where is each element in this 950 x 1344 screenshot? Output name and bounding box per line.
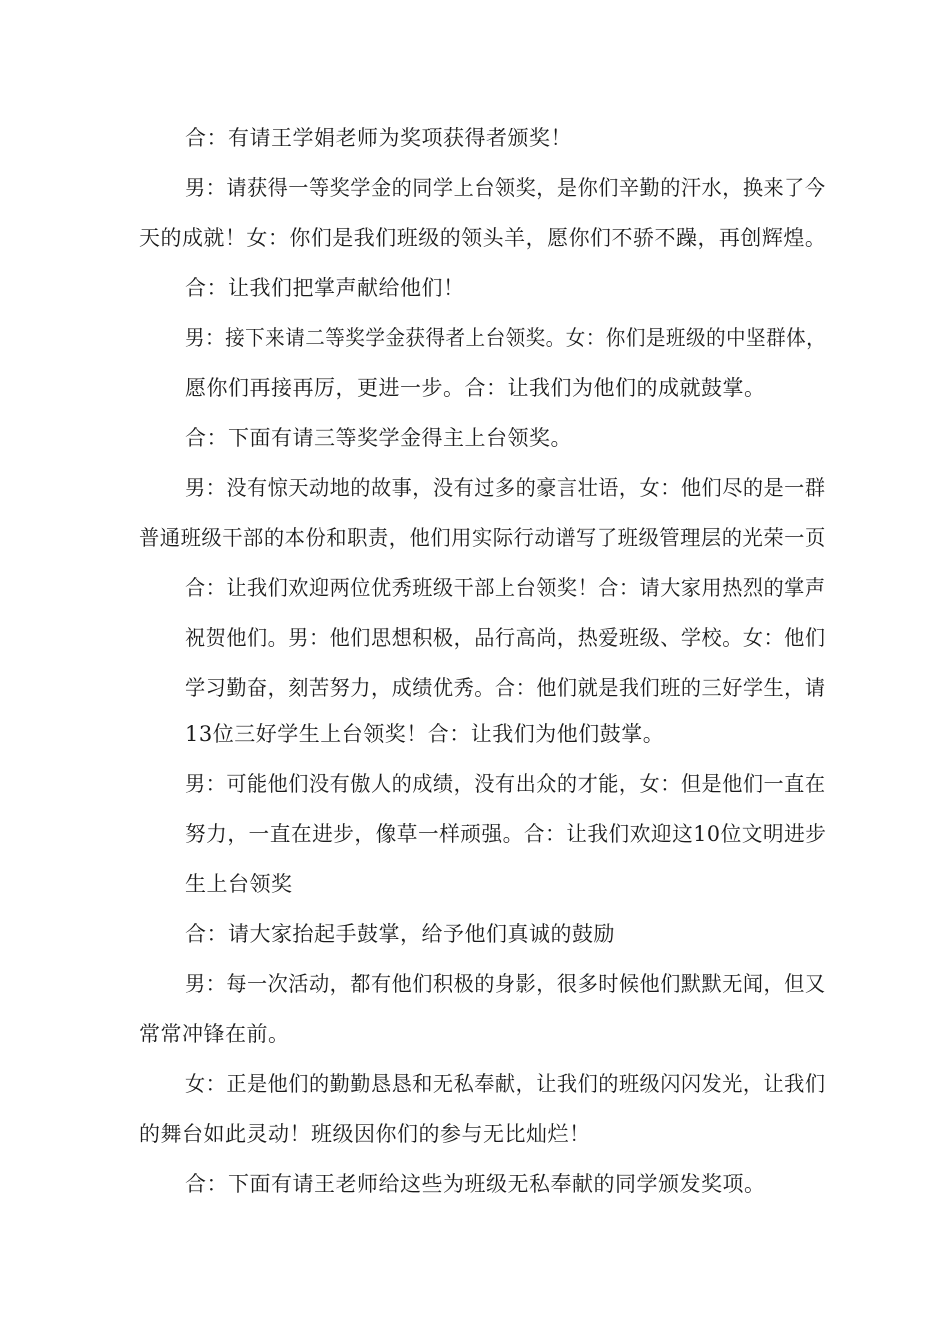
text-line: 愿你们再接再厉，更进一步。合：让我们为他们的成就鼓掌。 <box>185 376 766 400</box>
text-line: 天的成就！女：你们是我们班级的领头羊，愿你们不骄不躁，再创辉煌。 <box>139 226 827 250</box>
text-line: 合：有请王学娟老师为奖项获得者颁奖！ <box>185 126 572 150</box>
text-line: 男：可能他们没有傲人的成绩，没有出众的才能，女：但是他们一直在 <box>185 772 826 796</box>
text-line: 男：没有惊天动地的故事，没有过多的豪言壮语，女：他们尽的是一群 <box>185 476 826 500</box>
text-line: 男：每一次活动，都有他们积极的身影，很多时候他们默默无闻，但又 <box>185 972 826 996</box>
text-line: 的舞台如此灵动！班级因你们的参与无比灿烂！ <box>139 1122 591 1146</box>
text-line: 生上台领奖 <box>185 872 293 896</box>
text-line: 合：让我们欢迎两位优秀班级干部上台领奖！合：请大家用热烈的掌声 <box>185 576 826 600</box>
text-line: 男：接下来请二等奖学金获得者上台领奖。女：你们是班级的中坚群体， <box>185 326 827 350</box>
text-line: 13位三好学生上台领奖！合：让我们为他们鼓掌。 <box>185 722 665 746</box>
text-line: 合：请大家抬起手鼓掌，给予他们真诚的鼓励 <box>185 922 615 946</box>
text-line: 学习勤奋，刻苦努力，成绩优秀。合：他们就是我们班的三好学生，请 <box>185 676 826 700</box>
text-line: 常常冲锋在前。 <box>139 1022 290 1046</box>
text-line: 普通班级干部的本份和职责，他们用实际行动谱写了班级管理层的光荣一页 <box>139 526 826 550</box>
text-line: 努力，一直在进步，像草一样顽强。合：让我们欢迎这10位文明进步 <box>185 822 827 846</box>
text-line: 男：请获得一等奖学金的同学上台领奖，是你们辛勤的汗水，换来了今 <box>185 176 826 200</box>
text-line: 合：下面有请王老师给这些为班级无私奉献的同学颁发奖项。 <box>185 1172 766 1196</box>
text-line: 合：让我们把掌声献给他们！ <box>185 276 465 300</box>
text-line: 合：下面有请三等奖学金得主上台领奖。 <box>185 426 572 450</box>
text-line: 祝贺他们。男：他们思想积极，品行高尚，热爱班级、学校。女：他们 <box>185 626 826 650</box>
text-line: 女：正是他们的勤勤恳恳和无私奉献，让我们的班级闪闪发光，让我们 <box>185 1072 826 1096</box>
